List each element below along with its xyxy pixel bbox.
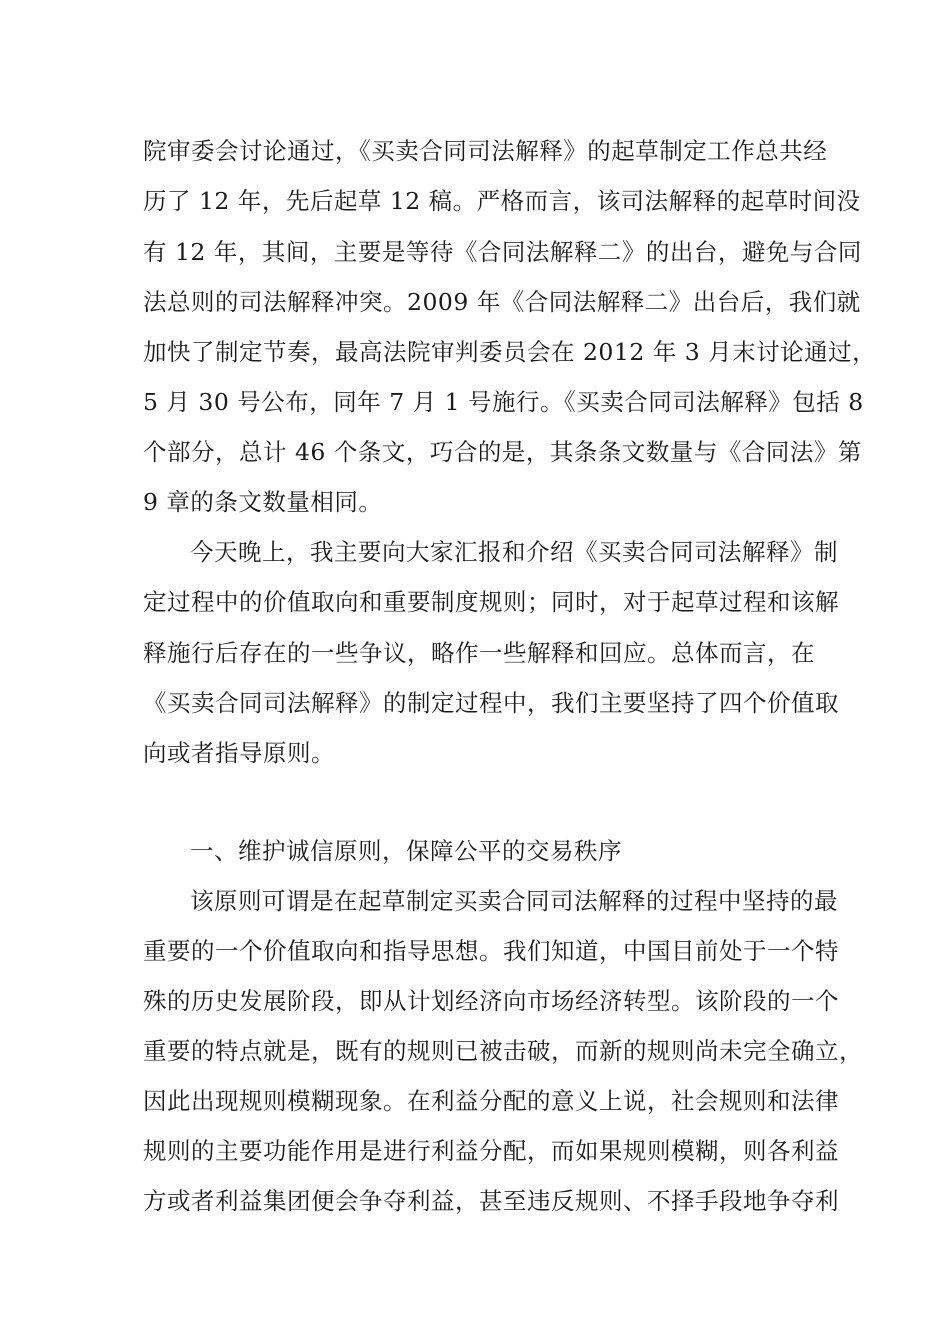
paragraph-1-line-8: 9 章的条文数量相同。: [143, 488, 383, 516]
paragraph-2-line-2: 定过程中的价值取向和重要制度规则；同时，对于起草过程和该解: [143, 588, 839, 616]
paragraph-1-line-5: 加快了制定节奏，最高法院审判委员会在 2012 年 3 月末讨论通过，: [143, 338, 877, 366]
paragraph-1-line-7: 个部分，总计 46 个条文，巧合的是，其条条文数量与《合同法》第: [143, 438, 862, 466]
paragraph-2-line-4: 《买卖合同司法解释》的制定过程中，我们主要坚持了四个价值取: [143, 689, 839, 717]
paragraph-3-line-6: 规则的主要功能作用是进行利益分配，而如果规则模糊，则各利益: [143, 1137, 839, 1165]
paragraph-2-line-5: 向或者指导原则。: [143, 739, 335, 767]
paragraph-2-line-1: 今天晚上，我主要向大家汇报和介绍《买卖合同司法解释》制: [190, 538, 838, 566]
section-heading: 一、维护诚信原则，保障公平的交易秩序: [190, 837, 622, 865]
paragraph-3-line-3: 殊的历史发展阶段，即从计划经济向市场经济转型。该阶段的一个: [143, 987, 839, 1015]
paragraph-3-line-1: 该原则可谓是在起草制定买卖合同司法解释的过程中坚持的最: [190, 887, 838, 915]
paragraph-3-line-4: 重要的特点就是，既有的规则已被击破，而新的规则尚未完全确立，: [143, 1037, 863, 1065]
paragraph-1-line-3: 有 12 年，其间，主要是等待《合同法解释二》的出台，避免与合同: [143, 238, 862, 266]
paragraph-1-line-2: 历了 12 年，先后起草 12 稿。严格而言，该司法解释的起草时间没: [143, 187, 861, 215]
paragraph-1-line-6: 5 月 30 号公布，同年 7 月 1 号施行。《买卖合同司法解释》包括 8: [143, 388, 864, 416]
paragraph-3-line-5: 因此出现规则模糊现象。在利益分配的意义上说，社会规则和法律: [143, 1087, 839, 1115]
paragraph-2-line-3: 释施行后存在的一些争议，略作一些解释和回应。总体而言，在: [143, 639, 815, 667]
paragraph-1-line-4: 法总则的司法解释冲突。2009 年《合同法解释二》出台后，我们就: [143, 288, 861, 316]
paragraph-3-line-7: 方或者利益集团便会争夺利益，甚至违反规则、不择手段地争夺利: [143, 1187, 839, 1215]
paragraph-3-line-2: 重要的一个价值取向和指导思想。我们知道，中国目前处于一个特: [143, 937, 839, 965]
paragraph-1-line-1: 院审委会讨论通过，《买卖合同司法解释》的起草制定工作总共经: [143, 137, 828, 165]
